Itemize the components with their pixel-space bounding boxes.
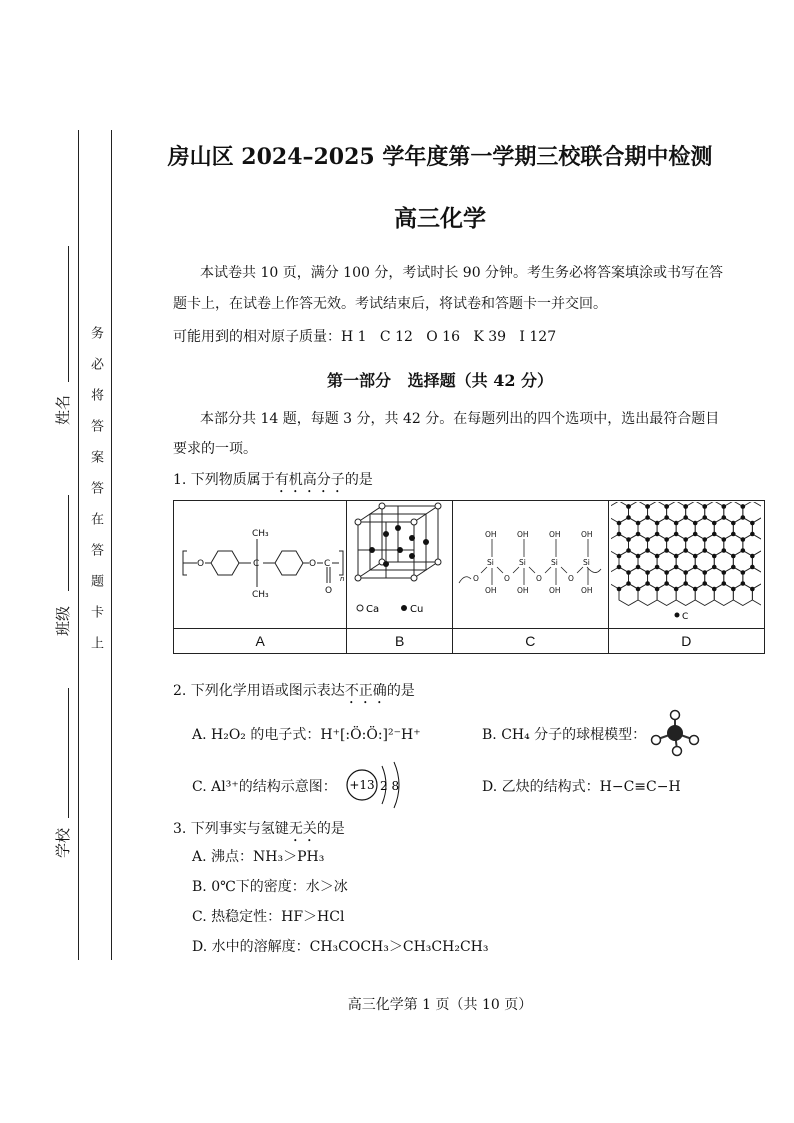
svg-text:O: O xyxy=(504,573,511,583)
svg-text:OH: OH xyxy=(549,529,561,539)
al3-structure-diagram xyxy=(344,758,408,812)
q3-stem xyxy=(173,818,345,845)
q2-stem-emphasis: 不正确 xyxy=(344,683,387,699)
name-label: 姓名 xyxy=(54,394,72,425)
fig-c-oh: OH xyxy=(485,585,497,595)
section-title: 第一部分 选择题（共 42 分） xyxy=(326,371,554,390)
q2-stem xyxy=(173,680,415,707)
q1-figure-a xyxy=(174,501,347,629)
fig-c-o: O xyxy=(473,573,480,583)
svg-text:O: O xyxy=(568,573,575,583)
name-fill-line xyxy=(68,246,69,382)
class-label: 班级 xyxy=(54,605,72,636)
ch4-ball-stick-model xyxy=(648,708,702,758)
page-footer: 高三化学第 1 页（共 10 页） xyxy=(347,997,533,1013)
svg-text:O: O xyxy=(536,573,543,583)
school-fill-line xyxy=(68,688,69,818)
school-label: 学校 xyxy=(54,827,72,858)
q1-figure-c xyxy=(452,501,608,629)
fig-b-legend-ca: Ca xyxy=(365,603,379,615)
q1-option-c[interactable]: C xyxy=(452,629,608,654)
atomic-mass-line xyxy=(173,322,556,353)
binding-line-left xyxy=(78,130,79,960)
svg-text:Si: Si xyxy=(519,557,527,567)
section-desc-2: 要求的一项。 xyxy=(173,441,257,457)
q3-option-b: B. 0℃下的密度：水＞冰 xyxy=(192,879,348,895)
exam-subject: 高三化学 xyxy=(394,205,486,232)
binding-line-right xyxy=(111,130,112,960)
q1-figure-d xyxy=(608,501,764,629)
svg-text:OH: OH xyxy=(549,585,561,595)
q1-option-a[interactable]: A xyxy=(174,629,347,654)
intro-line-1: 本试卷共 10 页，满分 100 分，考试时长 90 分钟。考生务必将答案填涂或书写在答 xyxy=(200,265,724,281)
q3-option-c: C. 热稳定性：HF＞HCl xyxy=(192,909,345,925)
fig-a-o-left: O xyxy=(197,558,205,569)
q1-stem-suffix: 的是 xyxy=(344,472,373,488)
svg-text:Si: Si xyxy=(583,557,591,567)
crystal-cell-structure xyxy=(350,502,450,624)
q3-stem-prefix: 3. 下列事实与氢键 xyxy=(173,821,289,837)
q2-stem-prefix: 2. 下列化学用语或图示表达 xyxy=(173,683,345,699)
intro-line-2: 题卡上，在试卷上作答无效。考试结束后，将试卷和答题卡一并交回。 xyxy=(173,296,607,312)
class-fill-line xyxy=(68,495,69,591)
polysilicic-acid-structure xyxy=(455,523,605,603)
fig-a-c2: C xyxy=(324,558,331,569)
atomic-mass-values: H 1 C 12 O 16 K 39 I 127 xyxy=(341,329,557,345)
fig-a-ch3-bottom: CH₃ xyxy=(252,589,269,600)
polycarbonate-structure xyxy=(175,503,345,623)
q1-figure-table xyxy=(173,500,765,654)
svg-text:OH: OH xyxy=(517,585,529,595)
al3-nucleus-charge: +13 xyxy=(349,778,375,792)
svg-text:OH: OH xyxy=(581,585,593,595)
q2-option-d: D. 乙炔的结构式：H−C≡C−H xyxy=(482,779,681,795)
atomic-mass-label: 可能用到的相对原子质量： xyxy=(173,329,341,345)
svg-text:OH: OH xyxy=(581,529,593,539)
q2-option-a: A. H₂O₂ 的电子式：H⁺[:Ö:Ö:]²⁻H⁺ xyxy=(192,727,421,743)
svg-text:OH: OH xyxy=(517,529,529,539)
graphite-layer-structure xyxy=(611,502,761,624)
fig-d-legend-c: C xyxy=(682,611,689,622)
q1-figure-b xyxy=(347,501,453,629)
fig-a-o-right: O xyxy=(309,558,317,569)
q1-stem-emphasis: 有机高分子 xyxy=(274,472,345,488)
q3-option-a: A. 沸点：NH₃＞PH₃ xyxy=(192,849,325,865)
fig-b-legend-cu: Cu xyxy=(409,603,423,615)
q2-option-c: C. Al³⁺的结构示意图： xyxy=(192,779,337,795)
q3-option-d: D. 水中的溶解度：CH₃COCH₃＞CH₃CH₂CH₃ xyxy=(192,939,489,955)
fig-a-c: C xyxy=(253,558,260,569)
q1-option-b[interactable]: B xyxy=(347,629,453,654)
q2-option-b: B. CH₄ 分子的球棍模型： xyxy=(482,727,647,743)
fig-c-si: Si xyxy=(487,557,495,567)
q1-stem-prefix: 1. 下列物质属于 xyxy=(173,472,275,488)
q1-stem xyxy=(173,469,373,496)
svg-text:Si: Si xyxy=(551,557,559,567)
al3-electron-shells: 2 8 xyxy=(380,779,400,793)
q2-stem-suffix: 的是 xyxy=(386,683,415,699)
fig-a-n: n xyxy=(340,574,345,583)
fig-a-o-double: O xyxy=(325,585,333,596)
svg-text:OH: OH xyxy=(485,529,497,539)
fig-a-ch3-top: CH₃ xyxy=(252,528,269,539)
section-desc-1: 本部分共 14 题，每题 3 分，共 42 分。在每题列出的四个选项中，选出最符合题目 xyxy=(200,411,720,427)
q3-stem-emphasis: 无关 xyxy=(288,821,317,837)
binding-notice: 务必将答案答在答题卡上 xyxy=(88,326,103,667)
exam-title: 房山区 2024–2025 学年度第一学期三校联合期中检测 xyxy=(167,144,713,170)
q3-stem-suffix: 的是 xyxy=(316,821,345,837)
q1-option-d[interactable]: D xyxy=(608,629,764,654)
